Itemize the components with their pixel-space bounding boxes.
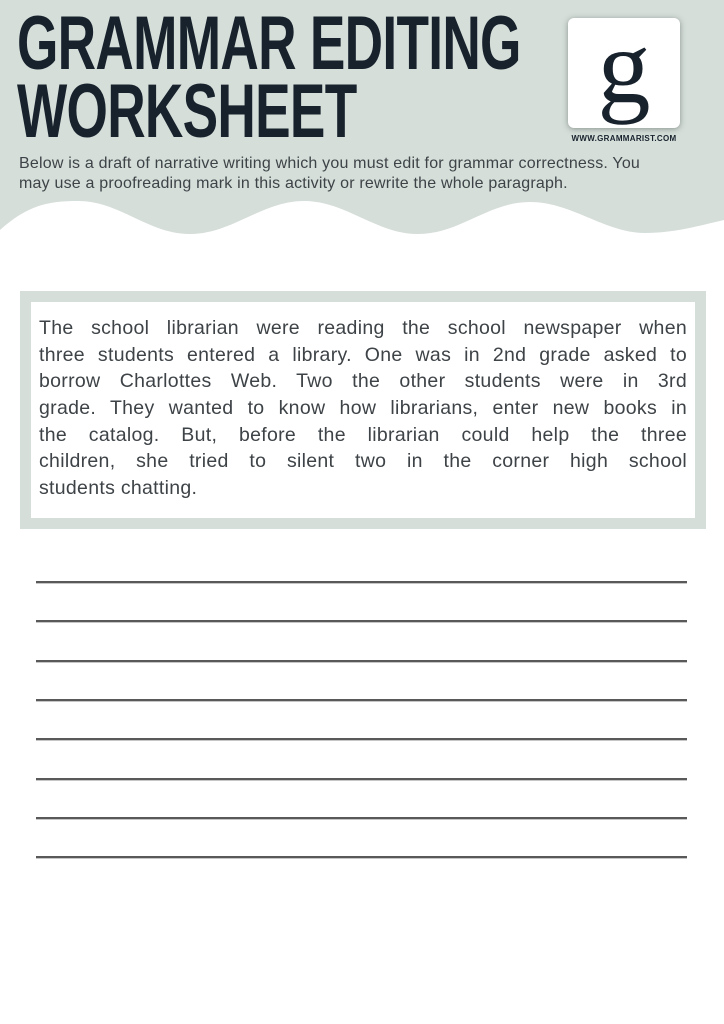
- instructions-text: [19, 154, 709, 193]
- writing-line: [36, 817, 687, 820]
- writing-line: [36, 856, 687, 859]
- draft-text-line: The school librarian were reading the school newspaper when: [39, 317, 687, 339]
- draft-text-line: the catalog. But, before the librarian could help the three: [39, 423, 687, 446]
- logo-g-letter: g: [597, 8, 651, 125]
- writing-line: [36, 699, 687, 702]
- instructions-line: may use a proofreading mark in this activity or rewrite the whole paragraph.: [19, 174, 568, 192]
- logo-website-url: WWW.GRAMMARIST.COM: [571, 134, 677, 143]
- writing-line: [36, 581, 687, 584]
- draft-paragraph-text: [39, 315, 687, 502]
- draft-paragraph-box: [20, 291, 706, 529]
- instructions-line: Below is a draft of narrative writing which you must edit for grammar correctness. You: [19, 155, 641, 172]
- writing-line: [36, 620, 687, 623]
- writing-line: [36, 660, 687, 663]
- writing-line: [36, 738, 687, 741]
- header-wave-edge: [0, 195, 724, 245]
- draft-text-line: children, she tried to silent two in the corner high school: [39, 450, 687, 473]
- draft-text-line: grade. They wanted to know how librarians, enter new books in: [39, 397, 687, 420]
- draft-text-line: three students entered a library. One was in 2nd grade asked to: [39, 343, 687, 366]
- page-title-line-1: GRAMMAR EDITING: [17, 1, 521, 86]
- draft-text-line: students chatting.: [39, 477, 198, 500]
- grammarist-logo: [568, 8, 680, 128]
- page-title-line-2: WORKSHEET: [17, 69, 357, 154]
- writing-line: [36, 778, 687, 781]
- draft-text-line: borrow Charlottes Web. Two the other students were in 3rd: [39, 370, 687, 393]
